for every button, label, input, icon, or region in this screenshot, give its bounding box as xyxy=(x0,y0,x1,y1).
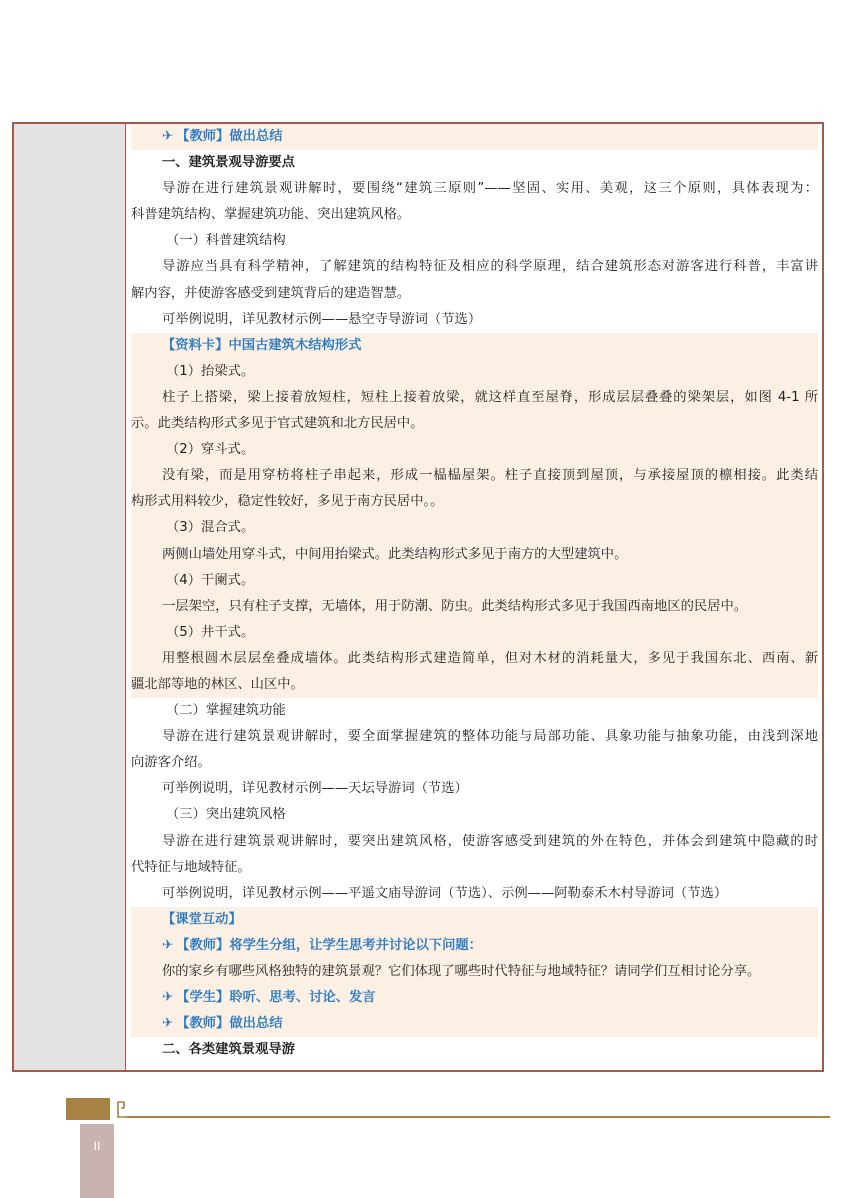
example-line: 可举例说明，详见教材示例——平遥文庙导游词（节选）、示例——阿勒泰禾木村导游词（节选） xyxy=(162,885,728,901)
plane-icon: ✈ xyxy=(162,937,174,953)
subheading: （二）掌握建筑功能 xyxy=(166,703,286,719)
left-column xyxy=(14,124,126,1070)
info-card-text: 示。此类结构形式多见于官式建筑和北方民居中。 xyxy=(131,411,818,437)
plane-icon: ✈ xyxy=(162,1016,174,1032)
example-line: 可举例说明，详见教材示例——天坛导游词（节选） xyxy=(162,781,468,797)
classroom-interaction-title: 【课堂互动】 xyxy=(131,907,818,933)
student-action-line: ✈ 【学生】聆听、思考、讨论、发言 xyxy=(131,985,818,1011)
section-heading-2: 二、各类建筑景观导游 xyxy=(162,1042,295,1058)
info-card-item: （4）干阑式。 xyxy=(131,568,818,594)
paragraph-line: 导游在进行建筑景观讲解时，要突出建筑风格，使游客感受到建筑的外在特色，并体会到建筑中隐藏的时 xyxy=(162,833,818,849)
teacher-summary-line: ✈ 【教师】做出总结 xyxy=(131,1011,818,1037)
example-line: 可举例说明，详见教材示例——悬空寺导游词（节选） xyxy=(162,311,482,327)
info-card-text: 柱子上搭梁，梁上接着放短柱，短柱上接着放梁，就这样直至屋脊，形成层层叠叠的梁架层，如图 4-1 所 xyxy=(131,385,818,411)
info-card-title: 【资料卡】中国古建筑木结构形式 xyxy=(131,333,818,359)
paragraph-line: 科普建筑结构、掌握建筑功能、突出建筑风格。 xyxy=(131,207,411,223)
info-card-text: 疆北部等地的林区、山区中。 xyxy=(131,672,818,698)
paragraph-line: 导游应当具有科学精神，了解建筑的结构特征及相应的科学原理，结合建筑形态对游客进行科普，丰富讲 xyxy=(162,259,818,275)
paragraph-line: 向游客介绍。 xyxy=(131,755,211,771)
teacher-summary-line: ✈ 【教师】做出总结 xyxy=(131,124,818,150)
footer-rule xyxy=(127,1116,830,1118)
paragraph-line: 导游在进行建筑景观讲解时，要全面掌握建筑的整体功能与局部功能、具象功能与抽象功能，由浅到深地 xyxy=(162,729,818,745)
plane-icon: ✈ xyxy=(162,990,174,1006)
info-card-text: 构形式用料较少，稳定性较好，多见于南方民居中。。 xyxy=(131,489,818,515)
subheading: （三）突出建筑风格 xyxy=(166,807,286,823)
info-card-text: 两侧山墙处用穿斗式，中间用抬梁式。此类结构形式多见于南方的大型建筑中。 xyxy=(131,542,818,568)
content-column xyxy=(127,124,824,1070)
discussion-question: 你的家乡有哪些风格独特的建筑景观？它们体现了哪些时代特征与地域特征？请同学们互相讨论分享。 xyxy=(131,959,818,985)
info-card-text: 一层架空，只有柱子支撑，无墙体，用于防潮、防虫。此类结构形式多见于我国西南地区的民居中。 xyxy=(131,594,818,620)
plane-icon: ✈ xyxy=(162,129,174,144)
paragraph-line: 导游在进行建筑景观讲解时，要围绕“建筑三原则”——坚固、实用、美观，这三个原则，具体表现为： xyxy=(162,181,818,197)
info-card-item: （2）穿斗式。 xyxy=(131,437,818,463)
info-card-text: 没有梁，而是用穿枋将柱子串起来，形成一榀榀屋架。柱子直接顶到屋顶，与承接屋顶的檩相接。此类结 xyxy=(131,463,818,489)
teacher-instruction-line: ✈ 【教师】将学生分组，让学生思考并讨论以下问题： xyxy=(131,933,818,959)
footer-gold-bar xyxy=(66,1098,110,1120)
info-card-item: （5）井干式。 xyxy=(131,620,818,646)
lesson-table xyxy=(12,122,824,1072)
info-card-item: （1）抬梁式。 xyxy=(131,359,818,385)
section-heading-1: 一、建筑景观导游要点 xyxy=(162,155,295,171)
page-number-tab xyxy=(80,1124,114,1198)
paragraph-line: 解内容，并使游客感受到建筑背后的建造智慧。 xyxy=(131,285,411,301)
paragraph-line: 代特征与地域特征。 xyxy=(131,859,251,875)
page-number: II xyxy=(93,1139,101,1153)
subheading: （一）科普建筑结构 xyxy=(166,233,286,249)
info-card-item: （3）混合式。 xyxy=(131,515,818,541)
info-card-text: 用整根圆木层层垒叠成墙体。此类结构形式建造简单，但对木材的消耗量大，多见于我国东北、西南、新 xyxy=(131,646,818,672)
